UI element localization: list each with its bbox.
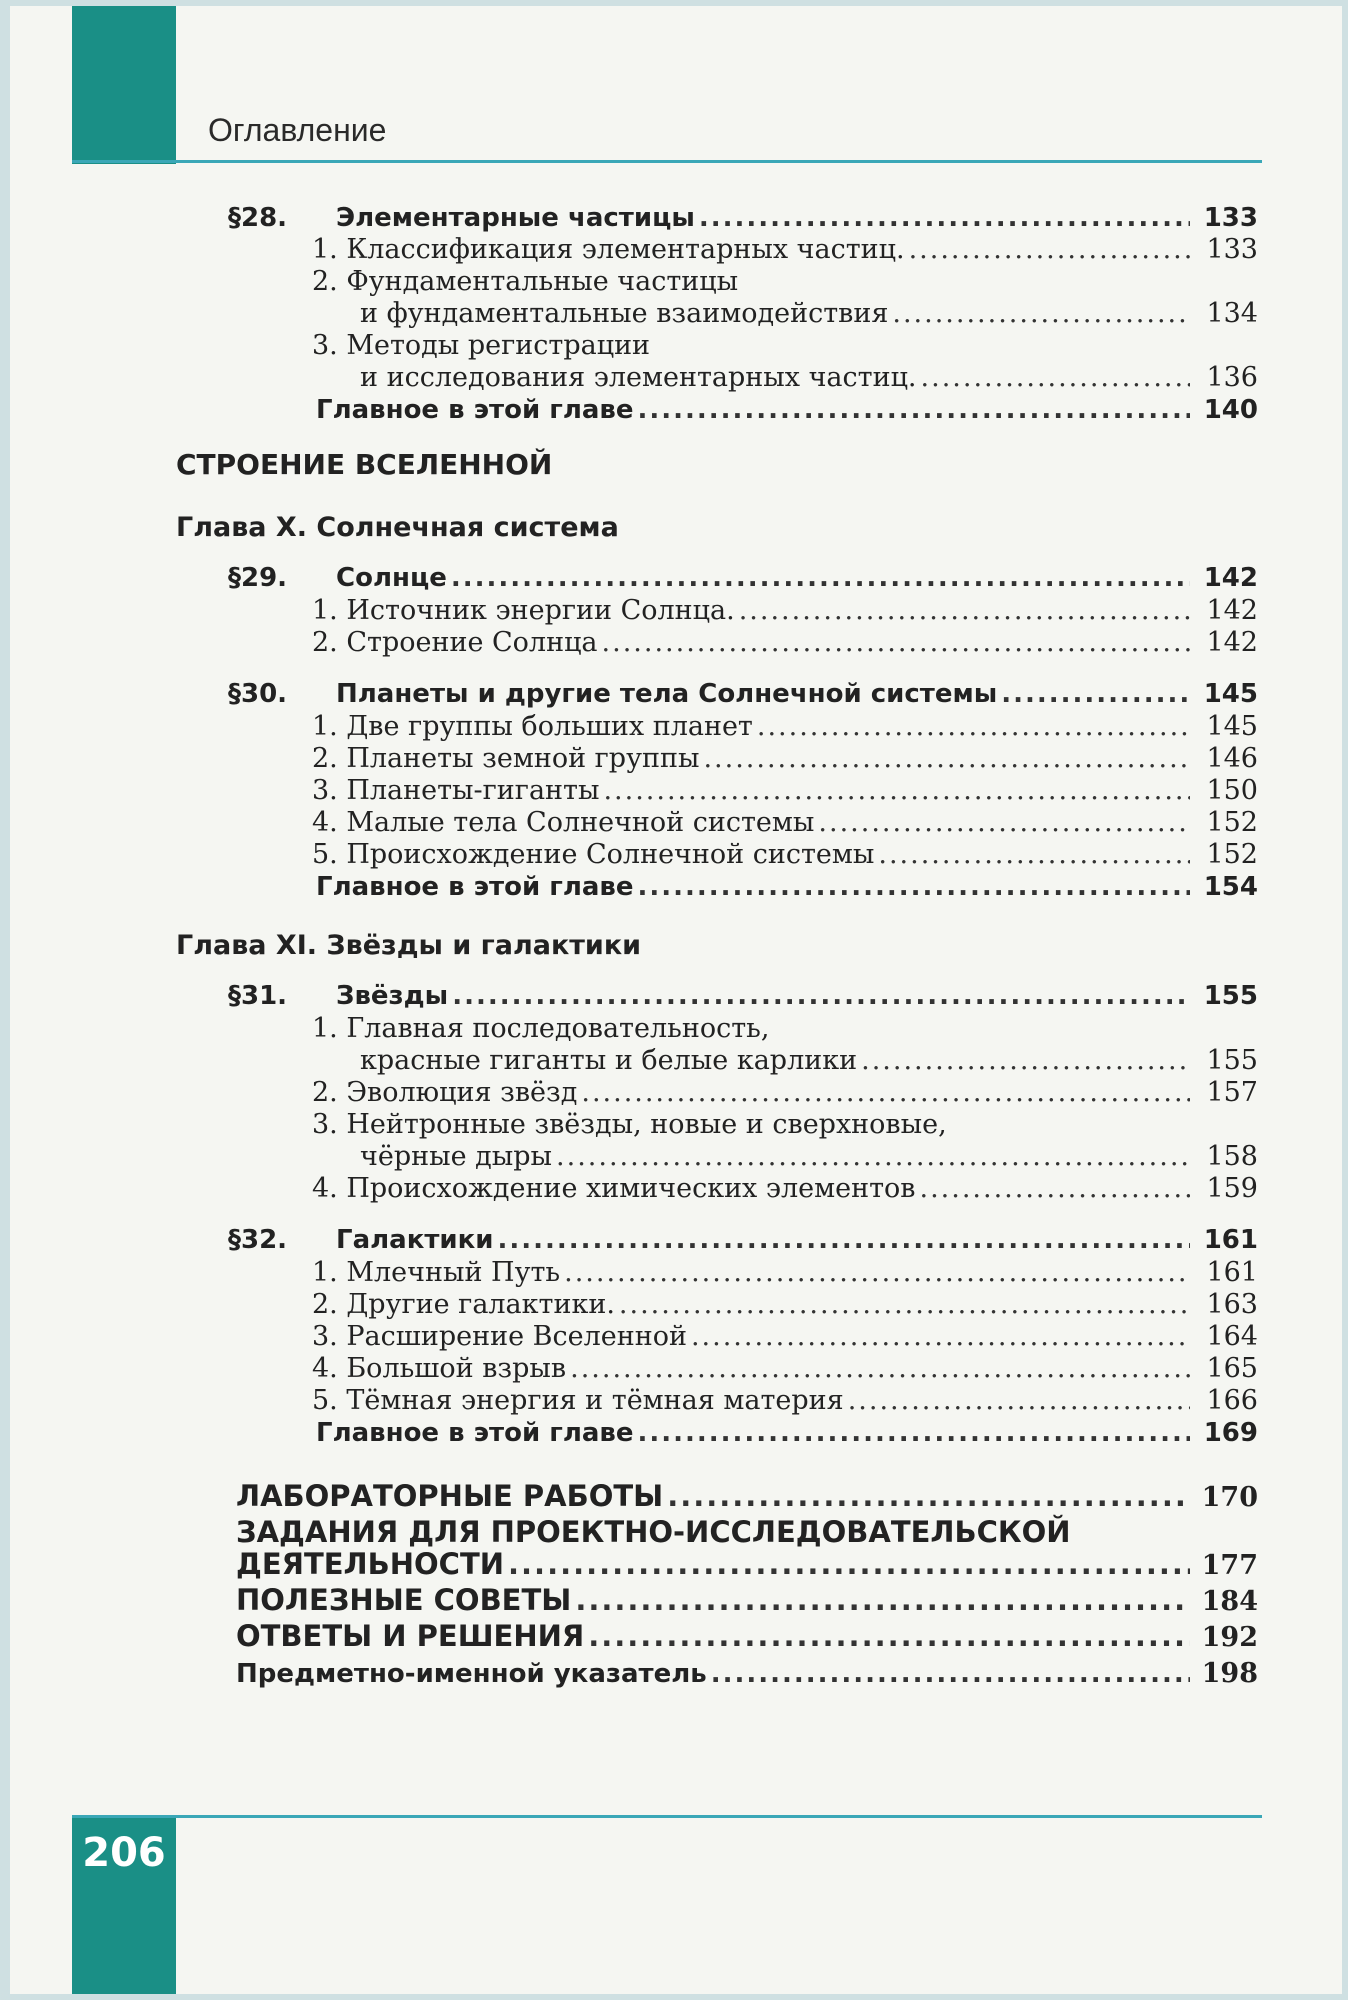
chapter-11-title: Глава XI. Звёзды и галактики (176, 930, 642, 961)
dot-leader (818, 805, 1190, 841)
chapter-10-title: Глава X. Солнечная система (176, 512, 619, 543)
toc-lab-works[interactable]: ЛАБОРАТОРНЫЕ РАБОТЫ ..... 170 (236, 1478, 1258, 1514)
dot-leader (757, 709, 1190, 745)
page-number: 206 (82, 1830, 166, 1876)
toc-item[interactable]: 3. Расширение Вселенной ..... 164 (312, 1319, 1258, 1355)
toc-useful-tips[interactable]: ПОЛЕЗНЫЕ СОВЕТЫ ..... 184 (236, 1582, 1258, 1618)
toc-project-tasks-continued[interactable]: ДЕЯТЕЛЬНОСТИ ..... 177 (236, 1546, 1258, 1582)
toc-item[interactable]: 1. Млечный Путь ..... 161 (312, 1255, 1258, 1291)
toc-item[interactable]: 4. Большой взрыв ..... 165 (312, 1351, 1258, 1387)
dot-leader (711, 1656, 1190, 1692)
dot-leader (556, 1139, 1190, 1175)
dot-leader (508, 1546, 1190, 1582)
toc-item[interactable]: 2. Фундаментальные частицы (312, 266, 739, 297)
toc-section-32[interactable]: §32. Галактики ..... 161 (228, 1222, 1258, 1258)
toc-section-29[interactable]: §29. Солнце ..... 142 (228, 560, 1258, 596)
dot-leader (909, 232, 1190, 268)
toc-item[interactable]: 2. Планеты земной группы ..... 146 (312, 741, 1258, 777)
toc-item-continued[interactable]: красные гиганты и белые карлики ..... 155 (360, 1043, 1258, 1079)
dot-leader (570, 1351, 1190, 1387)
toc-answers[interactable]: ОТВЕТЫ И РЕШЕНИЯ ..... 192 (236, 1618, 1258, 1654)
dot-leader (703, 741, 1190, 777)
dot-leader (921, 360, 1190, 396)
toc-item-continued[interactable]: чёрные дыры ..... 158 (360, 1139, 1258, 1175)
toc-chapter-summary[interactable]: Главное в этой главе ..... 169 (316, 1415, 1258, 1451)
toc-index[interactable]: Предметно-именной указатель ..... 198 (236, 1656, 1258, 1692)
toc-item-continued[interactable]: и исследования элементарных частиц. ..... 136 (360, 360, 1258, 396)
dot-leader (638, 392, 1191, 428)
toc-item[interactable]: 4. Происхождение химических элементов ..... 159 (312, 1171, 1258, 1207)
dot-leader (920, 1171, 1191, 1207)
dot-leader (892, 296, 1190, 332)
dot-leader (498, 1222, 1191, 1258)
dot-leader (691, 1319, 1190, 1355)
dot-leader (667, 1478, 1190, 1514)
toc-section-31[interactable]: §31. Звёзды ..... 155 (228, 978, 1258, 1014)
toc-item[interactable]: 3. Планеты-гиганты ..... 150 (312, 773, 1258, 809)
dot-leader (861, 1043, 1190, 1079)
part-title: СТРОЕНИЕ ВСЕЛЕННОЙ (176, 448, 553, 481)
toc-item[interactable]: 2. Эволюция звёзд ..... 157 (312, 1075, 1258, 1111)
toc-section-28[interactable]: §28. Элементарные частицы ..... 133 (228, 200, 1258, 236)
dot-leader (1001, 676, 1190, 712)
dot-leader (638, 869, 1191, 905)
toc-item-continued[interactable]: и фундаментальные взаимодействия ..... 134 (360, 296, 1258, 332)
toc-item[interactable]: 1. Две группы больших планет ..... 145 (312, 709, 1258, 745)
toc-item[interactable]: 5. Тёмная энергия и тёмная материя ..... 166 (312, 1383, 1258, 1419)
toc-item[interactable]: 1. Классификация элементарных частиц. ..... 133 (312, 232, 1258, 268)
toc-item[interactable]: 2. Строение Солнца ..... 142 (312, 625, 1258, 661)
toc-project-tasks[interactable]: ЗАДАНИЯ ДЛЯ ПРОЕКТНО-ИССЛЕДОВАТЕЛЬСКОЙ (236, 1515, 1071, 1549)
toc-item[interactable]: 1. Главная последовательность, (312, 1013, 770, 1044)
toc-section-30[interactable]: §30. Планеты и другие тела Солнечной системы ..... 145 (228, 676, 1258, 712)
dot-leader (588, 1618, 1190, 1654)
dot-leader (452, 978, 1190, 1014)
toc-item[interactable]: 1. Источник энергии Солнца. ..... 142 (312, 593, 1258, 629)
toc-chapter-summary[interactable]: Главное в этой главе ..... 140 (316, 392, 1258, 428)
dot-leader (564, 1255, 1190, 1291)
dot-leader (581, 1075, 1190, 1111)
dot-leader (638, 1415, 1191, 1451)
dot-leader (699, 200, 1190, 236)
dot-leader (603, 773, 1190, 809)
dot-leader (451, 560, 1190, 596)
dot-leader (602, 625, 1190, 661)
dot-leader (619, 1287, 1190, 1323)
page-header-title: Оглавление (208, 112, 387, 148)
toc-item[interactable]: 3. Нейтронные звёзды, новые и сверхновые, (312, 1109, 947, 1140)
toc-item[interactable]: 4. Малые тела Солнечной системы ..... 152 (312, 805, 1258, 841)
toc-item[interactable]: 3. Методы регистрации (312, 330, 651, 361)
toc-item[interactable]: 2. Другие галактики. ..... 163 (312, 1287, 1258, 1323)
dot-leader (878, 837, 1190, 873)
dot-leader (739, 593, 1190, 629)
dot-leader (575, 1582, 1190, 1618)
toc-item[interactable]: 5. Происхождение Солнечной системы ..... 152 (312, 837, 1258, 873)
toc-chapter-summary[interactable]: Главное в этой главе ..... 154 (316, 869, 1258, 905)
dot-leader (848, 1383, 1190, 1419)
